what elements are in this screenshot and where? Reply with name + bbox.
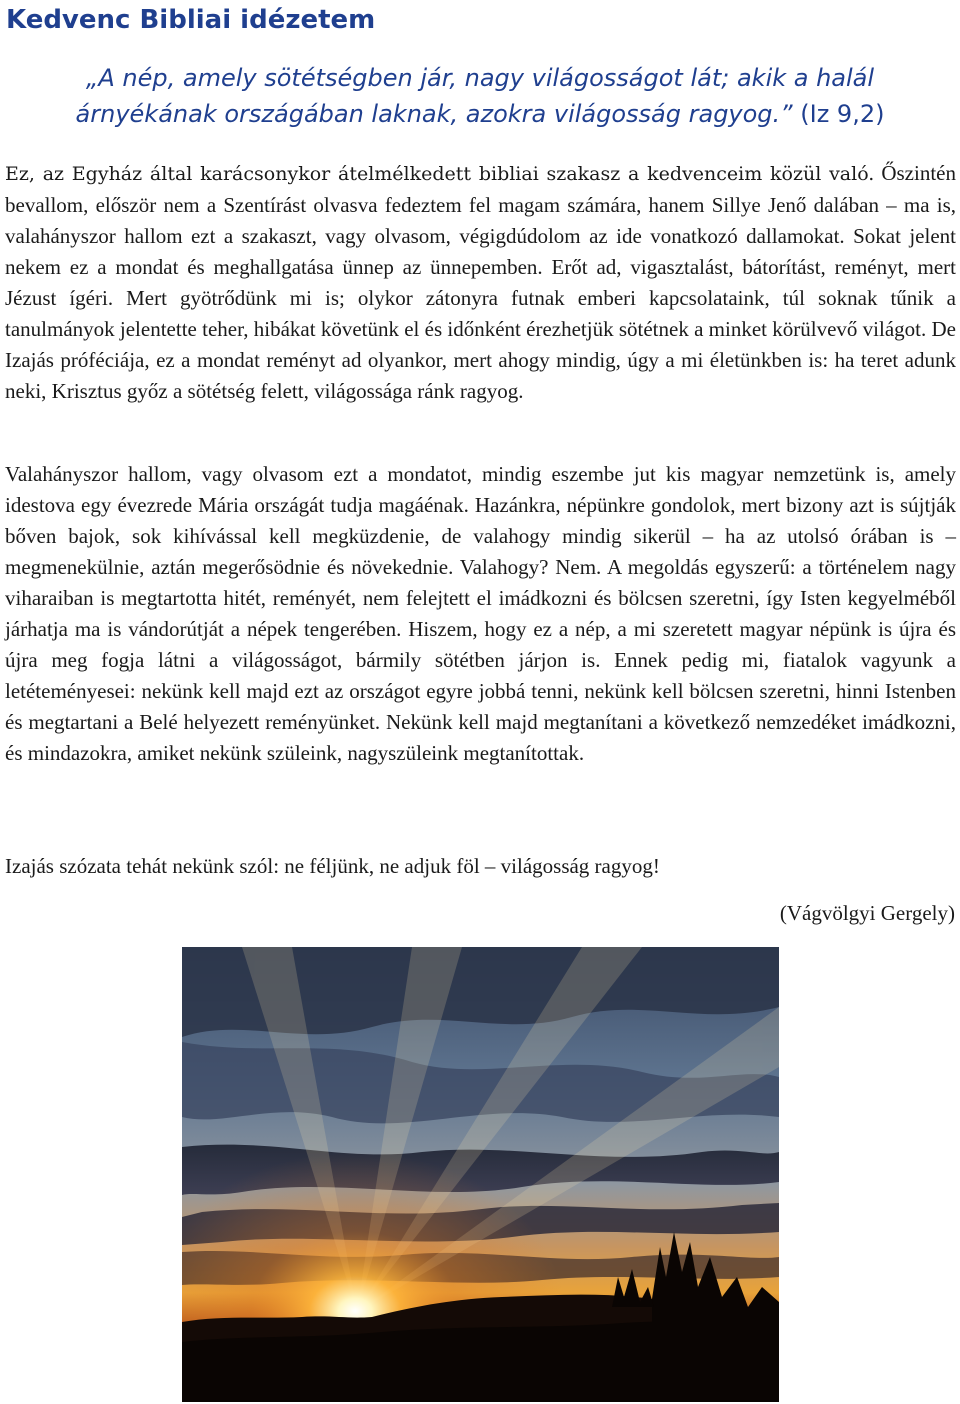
author-signature: (Vágvölgyi Gergely): [779, 901, 955, 925]
paragraph-2: Valahányszor hallom, vagy olvasom ezt a mondatot, mindig eszembe jut kis magyar nemzetünk is, amely idestova egy évezrede Mária országát tudja magáénak. Hazánkra, népünkre gondolok, mert bizony azt is sújtják bőven bajok, sok kihívással kell megküzdenie, de valahogy mindig sikerül – ha az utolsó órában is – megmenekülnie, aztán megerősödnie és növekednie. Valahogy? Nem. A megoldás egyszerű: a történelem nagy viharaiban is megtartotta hitét, reményét, nem felejtett el imádkozni és bölcsen szeretni, így Isten kegyelméből járhatja ma is vándorútját a népek tengerében. Hiszem, hogy ez a nép, a mi szeretett magyar népünk is újra és újra meg fogja látni a világosságot, bármily sötétben járjon is. Ennek pedig mi, fiatalok vagyunk a letéteményesei: nekünk kell majd ezt az országot egyre jobbá tenni, nekünk kell bölcsen szeretni, hinni Istenben és megtartani a Belé helyezett reményünket. Nekünk kell majd megtanítani a következő nemzedéket imádkozni, és mindazokra, amiket nekünk szüleink, nagyszüleink megtanítottak.: [5, 462, 956, 765]
sunset-photo: [182, 947, 779, 1402]
paragraph-1-rest: Őszintén bevallom, először nem a Szentírást olvasva fedeztem fel magam számára, hanem Sillye Jenő dalában – ma is, valahányszor hallom ezt a szakaszt, vagy olvasom, végigdúdolom az ide vonatkozó dallamokat. Sokat jelent nekem ez a mondat és meghallgatása ünnep az ünnepemben. Erőt ad, vigasztalást, bátorítást, reményt, mert Jézust ígéri. Mert gyötrődünk mi is; olykor zátonyra futnak emberi kapcsolataink, túl soknak tűnik a tanulmányok jelentette teher, hibákat követünk el és időnként érezhetjük sötétnek a minket körülvevő világot. De Izajás próféciája, ez a mondat reményt ad olyankor, mert ahogy mindig, úgy a mi életünkben is: ha teret adunk neki, Krisztus győz a sötétség felett, világossága ránk ragyog.: [5, 161, 956, 403]
paragraph-1-lead: Ez, az Egyház által karácsonykor átelmélkedett bibliai szakasz a kedvenceim közül való.: [5, 163, 875, 185]
paragraph-3: Izajás szózata tehát nekünk szól: ne féljünk, ne adjuk föl – világosság ragyog!: [5, 854, 660, 878]
quote-reference: (Iz 9,2): [800, 100, 885, 128]
page-title: Kedvenc Bibliai idézetem: [6, 5, 376, 35]
quote-text: „A nép, amely sötétségben jár, nagy világosságot lát; akik a halál árnyékának országában laknak, azokra világosság ragyog.”: [75, 64, 875, 128]
paragraph-1: [5, 158, 956, 407]
bible-quote: [24, 60, 936, 132]
